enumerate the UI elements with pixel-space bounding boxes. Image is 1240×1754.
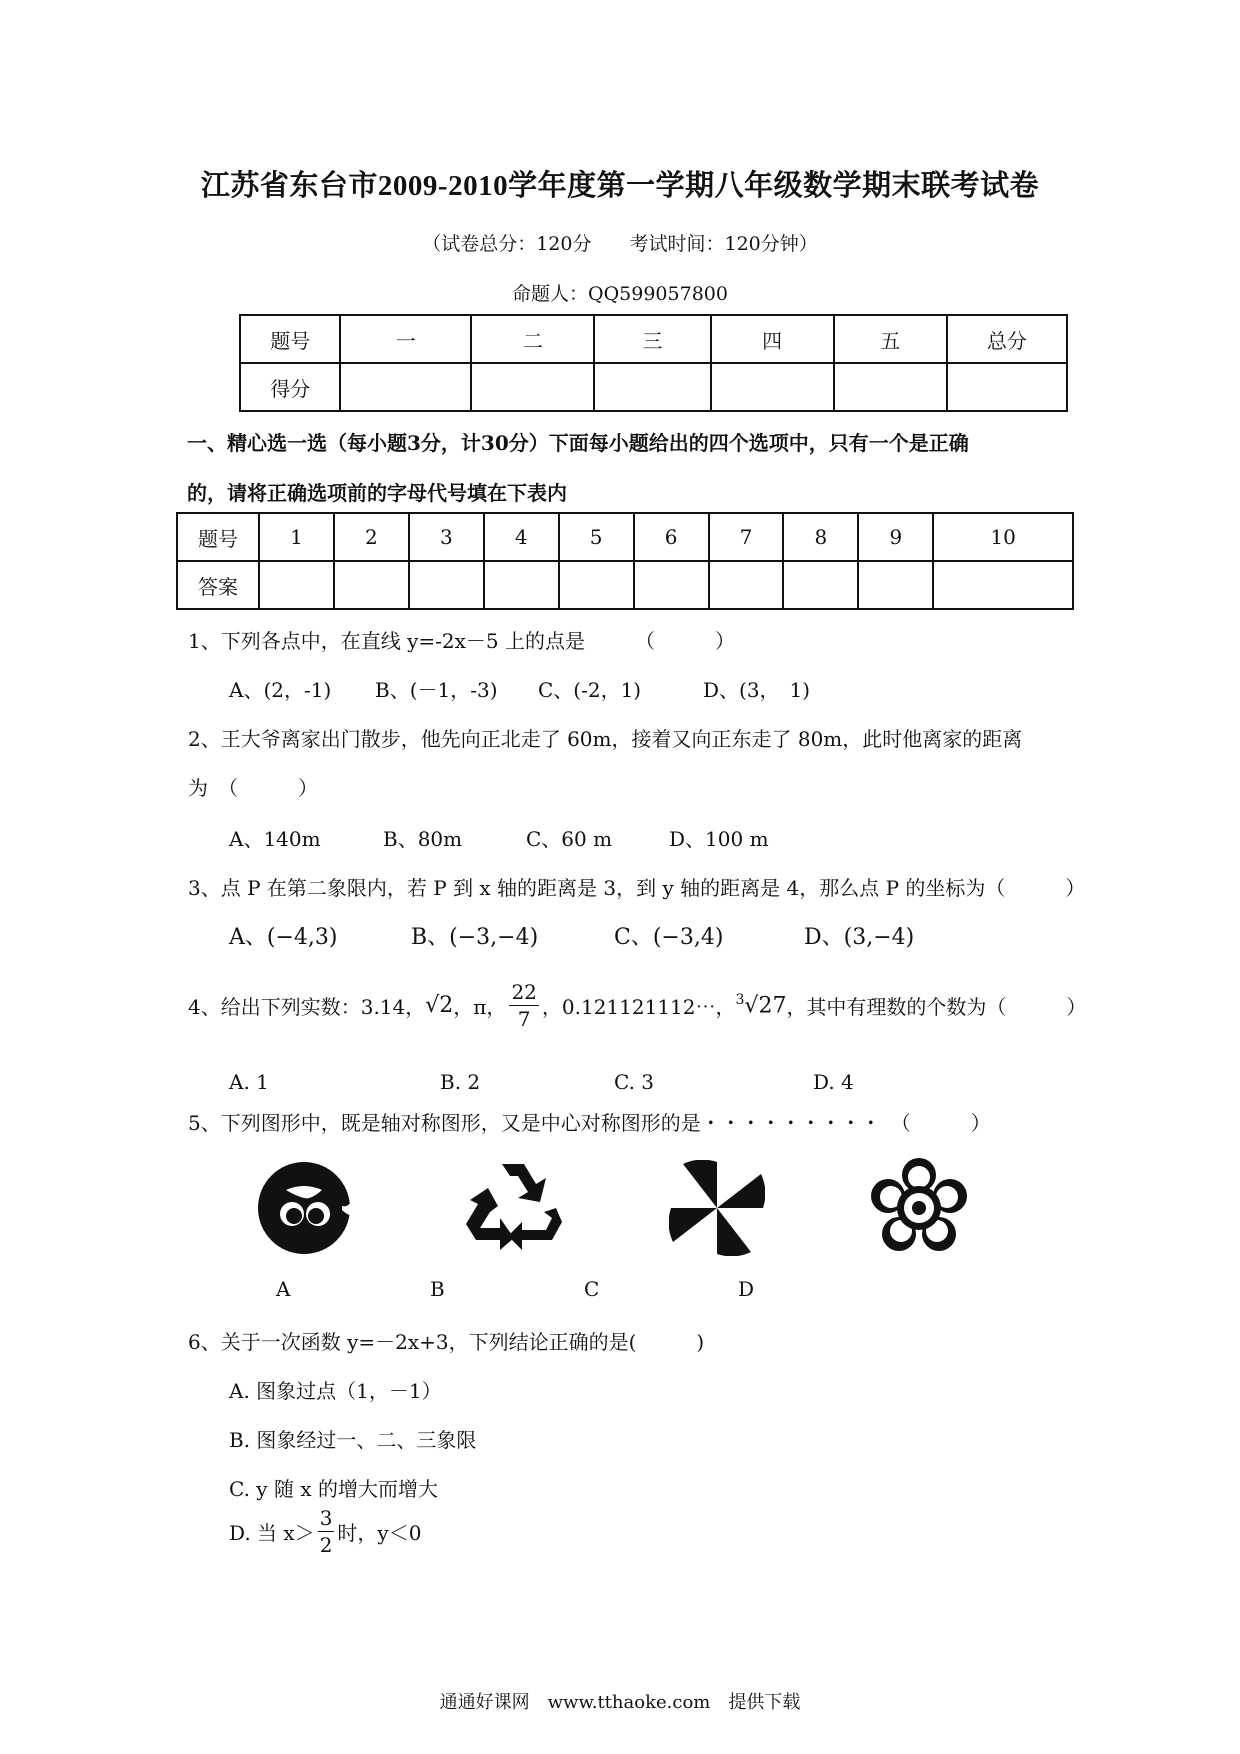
question-4-stem <box>188 982 1086 1029</box>
q3-option-b: B、(−3,−4) <box>411 925 539 950</box>
answer-header-cell: 4 <box>484 513 559 561</box>
exam-info: （试卷总分：120分 考试时间：120分钟） <box>422 233 818 255</box>
q4-mid: ，0.121121112⋯， <box>541 995 736 1019</box>
q6-option-d-fraction <box>318 1508 335 1555</box>
answer-cell[interactable] <box>933 561 1073 609</box>
section1-heading-line1: 一、精心选一选（每小题3分，计30分）下面每小题给出的四个选项中，只有一个是正确 <box>187 431 969 455</box>
score-header-cell: 一 <box>340 315 471 363</box>
answer-cell[interactable] <box>334 561 409 609</box>
question-2-stem-line1: 2、王大爷离家出门散步，他先向正北走了 60m，接着又向正东走了 80m，此时他离家的距离 <box>188 727 1023 751</box>
answer-header-cell: 9 <box>858 513 933 561</box>
q6-fraction-numerator: 3 <box>319 1506 333 1530</box>
score-cell[interactable] <box>947 363 1067 411</box>
answer-header-cell: 1 <box>259 513 334 561</box>
answer-header-cell: 3 <box>409 513 484 561</box>
answer-header-cell: 6 <box>634 513 709 561</box>
figure-d-flower-icon <box>869 1158 969 1258</box>
question-3-stem: 3、点 P 在第二象限内，若 P 到 x 轴的距离是 3，到 y 轴的距离是 4，那么点 P 的坐标为（ ） <box>188 876 1086 900</box>
answer-cell[interactable] <box>634 561 709 609</box>
answer-cell[interactable] <box>259 561 334 609</box>
figure-label-b: B <box>430 1277 445 1301</box>
q2-option-c: C、60 m <box>526 827 613 851</box>
q4-cbrt-index: 3 <box>735 992 745 1009</box>
figure-c-pinwheel-icon <box>669 1160 765 1256</box>
score-header-cell: 二 <box>471 315 594 363</box>
q6-option-a: A. 图象过点（1，－1） <box>229 1379 442 1403</box>
footer-source: 通通好课网 www.tthaoke.com 提供下载 <box>439 1692 801 1713</box>
answer-header-cell: 5 <box>559 513 634 561</box>
author-line: 命题人：QQ599057800 <box>512 283 728 305</box>
score-cell[interactable] <box>594 363 710 411</box>
q4-option-b: B. 2 <box>440 1070 481 1094</box>
q3-option-d: D、(3,−4) <box>804 925 915 950</box>
score-header-cell: 三 <box>594 315 710 363</box>
q4-pi: ，π， <box>453 995 507 1019</box>
answer-header-cell: 7 <box>709 513 784 561</box>
score-cell[interactable] <box>340 363 471 411</box>
score-cell[interactable] <box>711 363 834 411</box>
answer-row-label: 答案 <box>177 561 259 609</box>
score-header-cell: 四 <box>711 315 834 363</box>
page-title: 江苏省东台市2009-2010学年度第一学期八年级数学期末联考试卷 <box>200 170 1040 202</box>
q4-fraction-denominator: 7 <box>517 1007 531 1031</box>
q4-cbrt <box>736 992 787 1018</box>
score-header-cell: 总分 <box>947 315 1067 363</box>
question-1-stem: 1、下列各点中，在直线 y=-2x－5 上的点是 （ ） <box>188 629 735 653</box>
answer-cell[interactable] <box>484 561 559 609</box>
score-cell[interactable] <box>834 363 947 411</box>
section1-heading-line2: 的，请将正确选项前的字母代号填在下表内 <box>187 481 567 505</box>
answer-header-cell: 10 <box>933 513 1073 561</box>
score-header-cell: 题号 <box>240 315 340 363</box>
answer-header-cell: 2 <box>334 513 409 561</box>
q4-option-a: A. 1 <box>229 1070 269 1094</box>
score-table <box>239 314 1068 412</box>
q3-option-a: A、(−4,3) <box>229 925 338 950</box>
q4-suffix: ，其中有理数的个数为（ ） <box>786 995 1087 1019</box>
answer-table <box>176 512 1074 610</box>
q4-fraction <box>509 982 538 1029</box>
q6-fraction-denominator: 2 <box>319 1533 333 1557</box>
q3-option-c: C、(−3,4) <box>614 925 724 950</box>
figure-label-c: C <box>584 1277 600 1301</box>
answer-cell[interactable] <box>858 561 933 609</box>
answer-header-cell: 题号 <box>177 513 259 561</box>
q2-option-d: D、100 m <box>669 827 769 851</box>
score-row-label: 得分 <box>240 363 340 411</box>
figure-a-circle-icon <box>256 1160 352 1256</box>
q4-option-c: C. 3 <box>614 1070 655 1094</box>
figure-label-a: A <box>276 1277 291 1301</box>
figure-b-recycle-icon <box>466 1160 562 1252</box>
q1-option-d: D、(3， 1) <box>703 678 811 702</box>
question-6-stem: 6、关于一次函数 y=－2x+3，下列结论正确的是( ) <box>188 1330 705 1354</box>
q4-prefix: 4、给出下列实数：3.14， <box>188 995 426 1019</box>
q2-option-a: A、140m <box>229 827 321 851</box>
score-header-cell: 五 <box>834 315 947 363</box>
question-5-stem: 5、下列图形中，既是轴对称图形，又是中心对称图形的是・・・・・・・・・ （ ） <box>188 1111 991 1135</box>
q2-option-b: B、80m <box>383 827 463 851</box>
q1-option-b: B、(－1，-3) <box>375 678 498 702</box>
question-2-stem-line2: 为 （ ） <box>188 776 318 800</box>
answer-cell[interactable] <box>559 561 634 609</box>
answer-cell[interactable] <box>783 561 858 609</box>
q6-option-b: B. 图象经过一、二、三象限 <box>229 1428 477 1452</box>
q4-sqrt2: √2 <box>425 993 454 1018</box>
answer-cell[interactable] <box>709 561 784 609</box>
answer-header-cell: 8 <box>783 513 858 561</box>
q6-option-d <box>229 1508 421 1555</box>
q6-option-c: C. y 随 x 的增大而增大 <box>229 1477 438 1501</box>
figure-label-d: D <box>738 1277 755 1301</box>
q6-option-d-prefix: D. 当 x＞ <box>229 1521 315 1545</box>
score-cell[interactable] <box>471 363 594 411</box>
answer-cell[interactable] <box>409 561 484 609</box>
q4-cbrt-radical: √27 <box>744 993 787 1019</box>
q1-option-c: C、(-2，1) <box>538 678 642 702</box>
q4-option-d: D. 4 <box>813 1070 854 1094</box>
q6-option-d-suffix: 时，y＜0 <box>337 1521 422 1545</box>
q4-fraction-numerator: 22 <box>511 980 537 1004</box>
q1-option-a: A、(2，-1) <box>229 678 332 702</box>
